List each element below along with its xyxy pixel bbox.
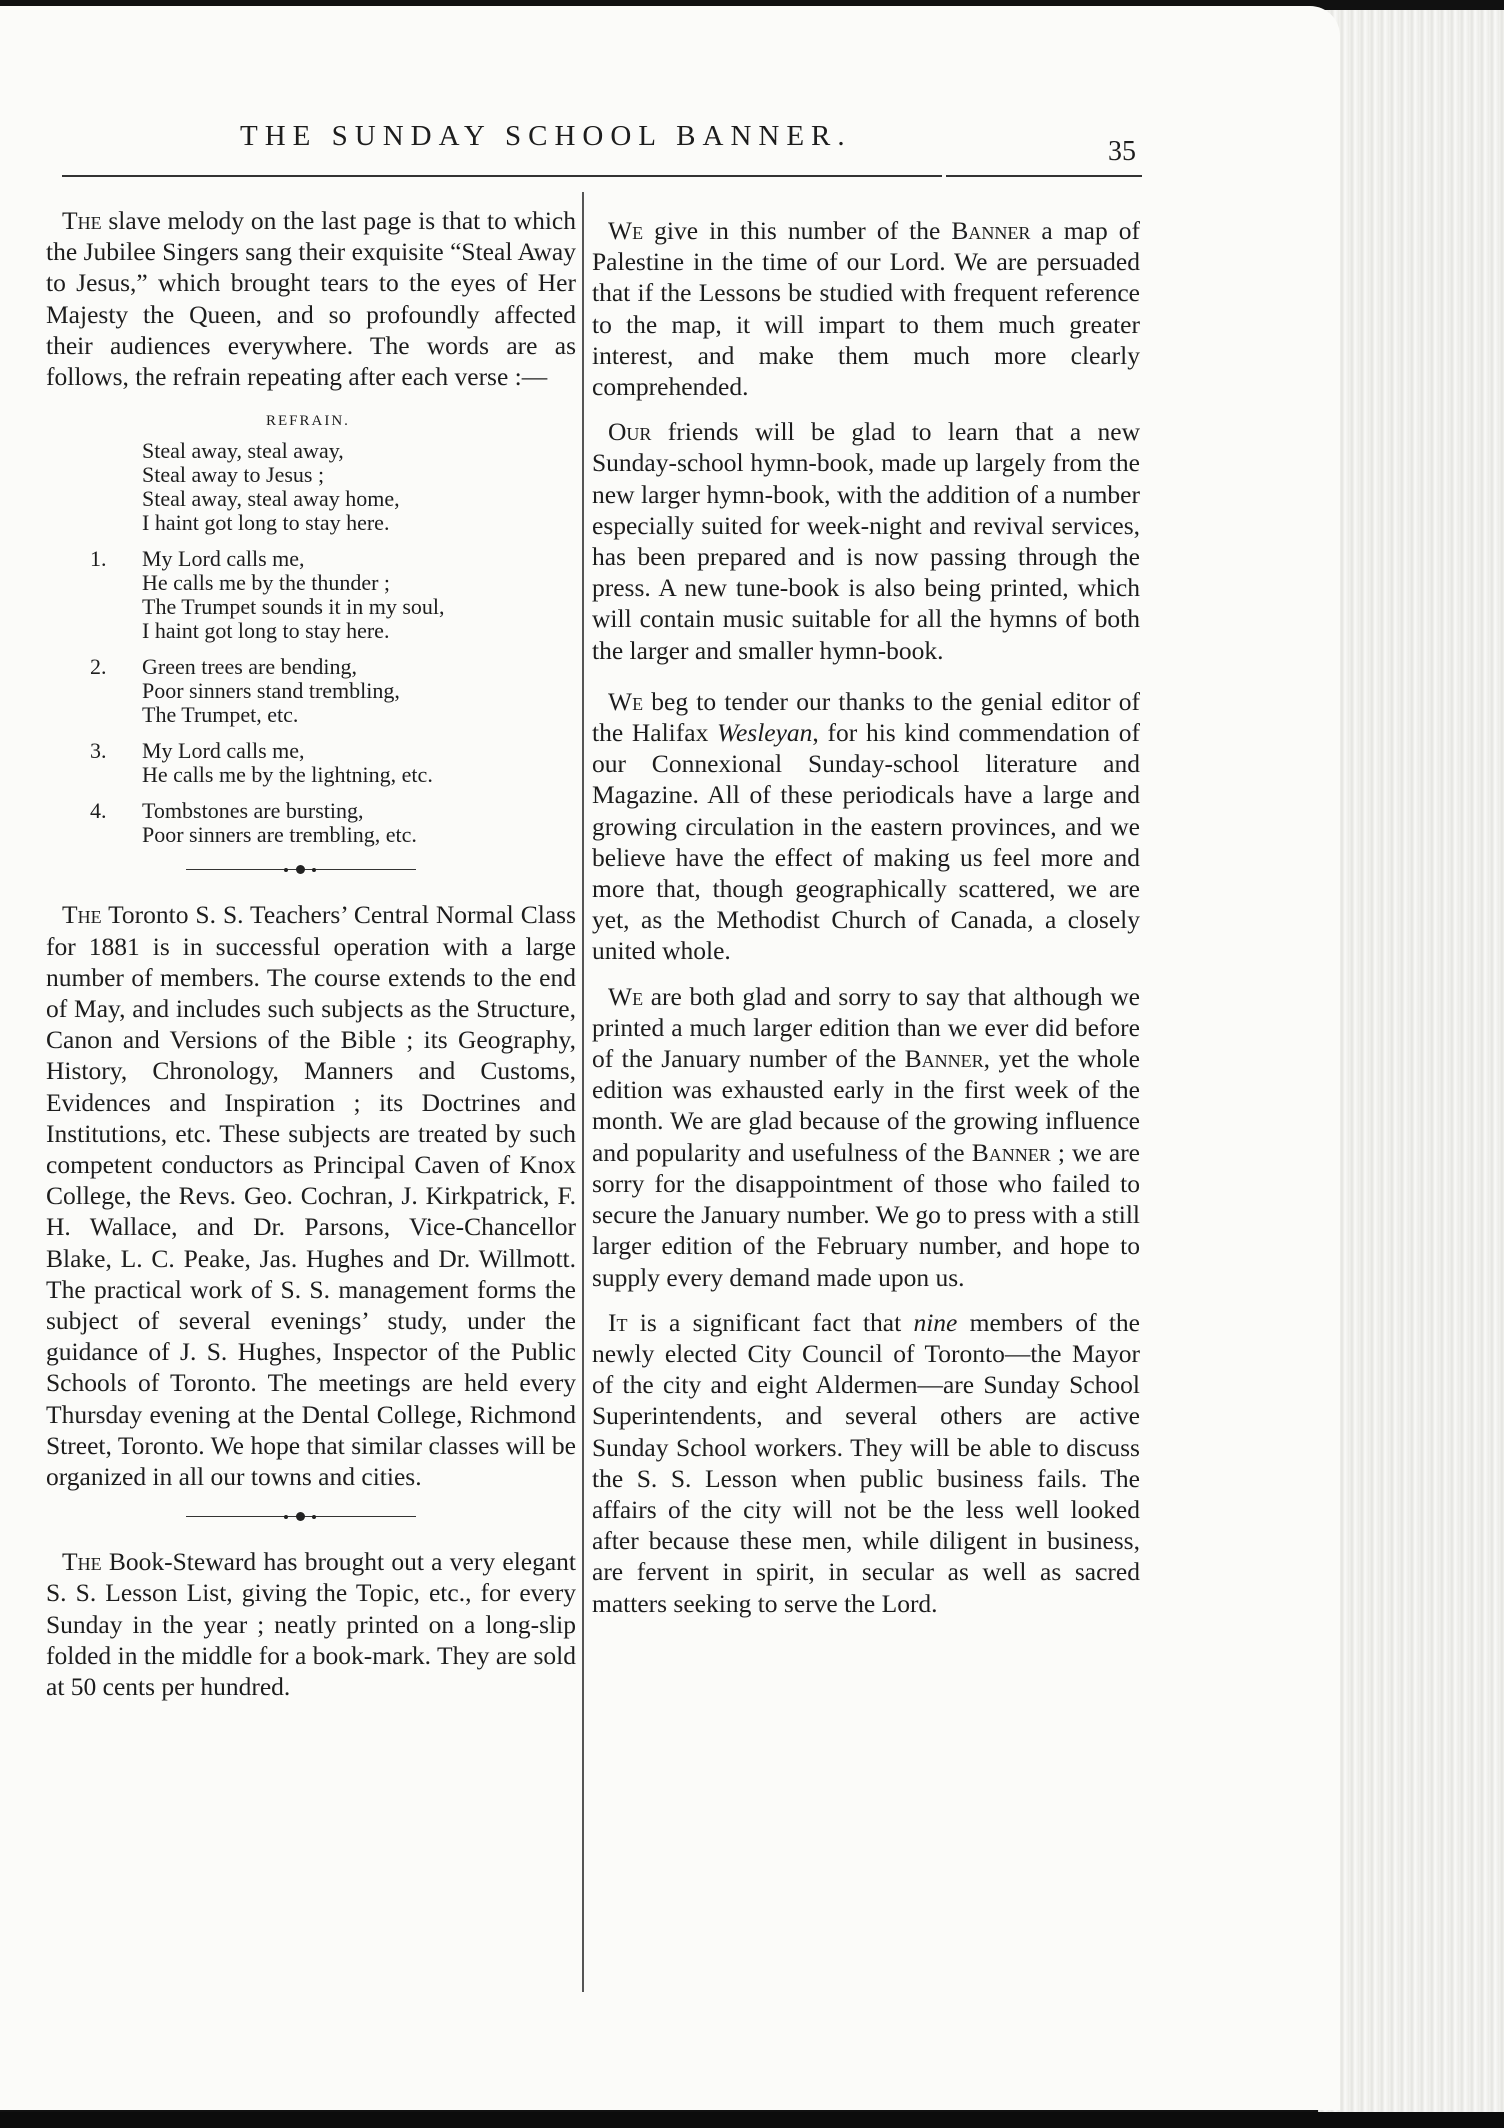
paragraph-text: Toronto S. S. Teachers’ Central Normal Class for 1881 is in successful operation with a large number of members. The course extends to the end of May, and includes such subjects as the Structure, Canon and Versions of the Bible ; its Geography, History, Chronology, Manners and Customs, Evidences and Inspiration ; its Doctrines and Institutions, etc. These subjects are treated by such competent conductors as Principal Caven of Knox College, the Revs. Geo. Cochran, J. Kirkpatrick, F. H. Wallace, and Dr. Parsons, Vice-Chancellor Blake, L. C. Peake, Jas. Hughes and Dr. Willmott. The practical work of S. S. management forms the subject of several evenings’ study, under the guidance of J. S. Hughes, Inspector of the Public Schools of Toronto. The meetings are held every Thursday evening at the Dental College, Richmond Street, Toronto. We hope that similar classes will be organized in all our towns and cities. xyxy=(46,900,576,1492)
emphasis-nine: nine xyxy=(913,1307,958,1337)
paragraph-lead: We xyxy=(608,686,644,716)
paragraph-text: a map of Palestine in the time of our Lord. We are persuaded that if the Lessons be studied with frequent reference to the map, it will impart to them much greater interest, and make them much more clearly comprehended. xyxy=(592,216,1140,402)
refrain-label: REFRAIN. xyxy=(266,413,350,430)
left-column xyxy=(46,205,576,1716)
verse-number: 4. xyxy=(90,798,107,824)
song-line: I haint got long to stay here. xyxy=(142,618,390,644)
song-line: He calls me by the lightning, etc. xyxy=(142,762,433,788)
wesleyan-title: Wesleyan xyxy=(717,718,813,748)
paragraph-lead: The xyxy=(62,206,102,235)
header-rule-middle xyxy=(472,175,942,177)
refrain xyxy=(46,439,576,535)
song-line: Poor sinners stand trembling, xyxy=(142,678,400,704)
banner-name: Banner xyxy=(904,1044,984,1074)
paragraph-text: members of the newly elected City Council of Toronto—the Mayor of the city and eight Aldermen—are Sunday School Superintendents, and several others are active Sunday School workers. They will be able to discuss the S. S. Lesson when public business fails. The affairs of the city will not be the less well looked after because these men, while diligent in business, are fervent in spirit, in secular as well as sacred matters seeking to serve the Lord. xyxy=(592,1307,1140,1618)
thanks-paragraph xyxy=(592,686,1140,967)
paragraph-lead: We xyxy=(608,981,644,1011)
paragraph-text: is a significant fact that xyxy=(627,1307,914,1337)
page-edge xyxy=(1318,10,1504,2118)
header-rule-left xyxy=(62,175,472,177)
paragraph-text: Book-Steward has brought out a very elegant S. S. Lesson List, giving the Topic, etc., for every Sunday in the year ; neatly printed on a long-slip folded in the middle for a book-mark. They are sold at 50 cents per hundred. xyxy=(46,1547,576,1702)
edition-paragraph xyxy=(592,981,1140,1293)
song-line: The Trumpet, etc. xyxy=(142,702,299,728)
song-line: The Trumpet sounds it in my soul, xyxy=(142,594,445,620)
book-steward-paragraph xyxy=(46,1546,576,1702)
section-ornament xyxy=(46,1506,576,1528)
song-line: My Lord calls me, xyxy=(142,738,305,764)
paragraph-text: slave melody on the last page is that to which the Jubilee Singers sang their exquisite “Steal Away to Jesus,” which brought tears to the eyes of Her Majesty the Queen, and so profoundly affected their audiences everywhere. The words are as follows, the refrain repeating after each verse :— xyxy=(46,206,576,392)
hymn-book-paragraph xyxy=(592,416,1140,666)
song-line: Steal away, steal away, xyxy=(142,438,344,464)
paragraph-text: , for his kind commendation of our Connexional Sunday-school literature and Magazine. All of these periodicals have a large and growing circulation in the eastern provinces, and we believe have the effect of making us feel more and more that, though geographically scattered, we are yet, as the Methodist Church of Canada, a closely united whole. xyxy=(592,718,1140,966)
header-rule-right xyxy=(946,175,1142,177)
column-divider xyxy=(582,192,584,1992)
paragraph-text: friends will be glad to learn that a new Sunday-school hymn-book, made up largely from the new larger hymn-book, with the addition of a number especially suited for week-night and revival services, has been prepared and is now passing through the press. A new tune-book is also being printed, which will contain music suitable for all the hymns of both the larger and smaller hymn-book. xyxy=(592,417,1140,665)
page-number: 35 xyxy=(1108,136,1136,167)
song-line: Green trees are bending, xyxy=(142,654,358,680)
banner-name: Banner xyxy=(951,216,1031,245)
toronto-class-paragraph xyxy=(46,899,576,1492)
song-line: I haint got long to stay here. xyxy=(142,510,390,536)
paragraph-lead: We xyxy=(608,216,644,245)
paragraph-text: give in this number of the xyxy=(643,216,952,245)
right-column xyxy=(592,215,1140,1633)
paragraph-text: ; we are sorry for the disappointment of those who failed to secure the January number. We go to press with a still larger edition of the February number, and hope to supply every demand made upon us. xyxy=(592,1137,1140,1292)
verse-4 xyxy=(46,799,576,847)
paragraph-lead: The xyxy=(62,1547,102,1577)
verse-3 xyxy=(46,739,576,787)
song-line: Steal away, steal away home, xyxy=(142,486,400,512)
paragraph-text: beg to tender our thanks to the genial editor of the Halifax xyxy=(592,686,1140,748)
song-line: Poor sinners are trembling, etc. xyxy=(142,822,417,848)
verse-number: 3. xyxy=(90,738,107,764)
paragraph-text: are both glad and sorry to say that although we printed a much larger edition than we ever did before of the January number of the xyxy=(592,981,1140,1074)
running-header: THE SUNDAY SCHOOL BANNER. xyxy=(240,120,852,152)
song-line: My Lord calls me, xyxy=(142,546,305,572)
slave-melody-paragraph xyxy=(46,205,576,392)
paragraph-lead: Our xyxy=(608,417,652,447)
book-page xyxy=(0,6,1340,2110)
verse-number: 2. xyxy=(90,654,107,680)
city-council-paragraph xyxy=(592,1307,1140,1619)
paragraph-text: , yet the whole edition was exhausted early in the first week of the month. We are glad because of the growing influence and popularity and usefulness of the xyxy=(592,1044,1140,1167)
section-ornament xyxy=(46,859,576,881)
paragraph-lead: The xyxy=(62,900,102,930)
palestine-map-paragraph xyxy=(592,215,1140,402)
song-line: Tombstones are bursting, xyxy=(142,798,364,824)
scan-border xyxy=(0,2112,1504,2128)
verse-number: 1. xyxy=(90,546,107,572)
song-line: Steal away to Jesus ; xyxy=(142,462,325,488)
verse-2 xyxy=(46,655,576,727)
song-line: He calls me by the thunder ; xyxy=(142,570,391,596)
banner-name: Banner xyxy=(971,1137,1051,1167)
paragraph-lead: It xyxy=(608,1307,628,1337)
verse-1 xyxy=(46,547,576,643)
